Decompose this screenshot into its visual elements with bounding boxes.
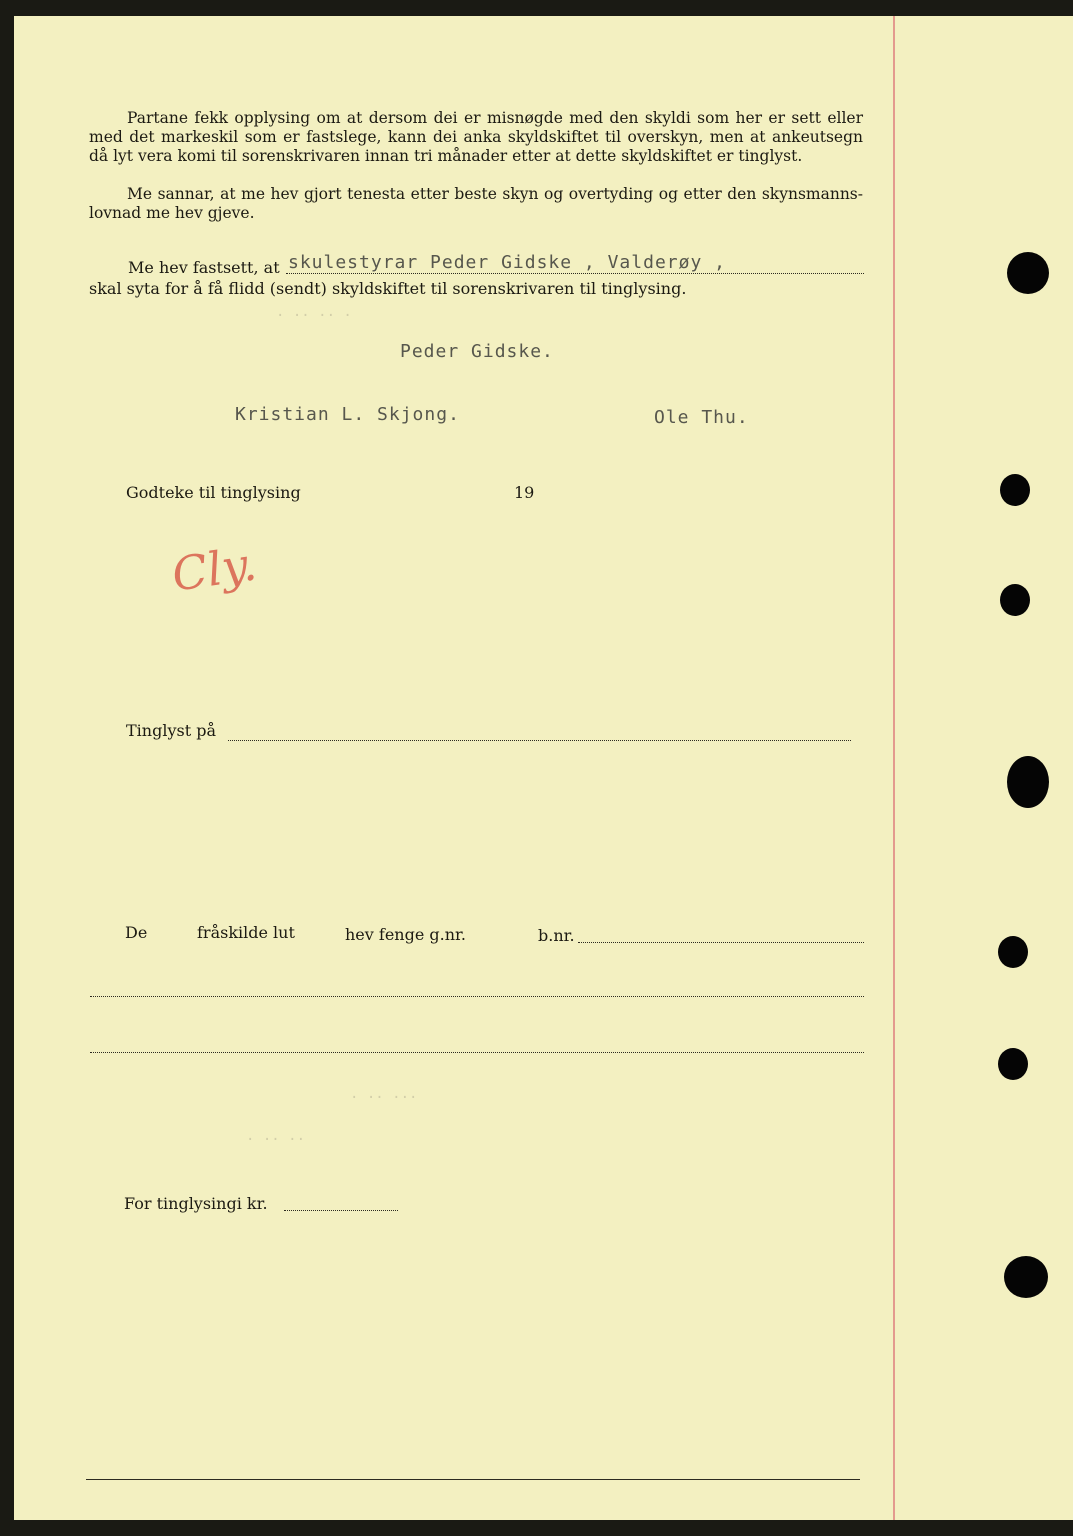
punch-hole: [1000, 474, 1030, 506]
fee-label: For tinglysingi kr.: [124, 1194, 268, 1213]
lot-word-gnr: hev fenge g.nr.: [345, 925, 466, 944]
punch-hole: [1000, 584, 1030, 616]
lot-word-de: De: [125, 923, 148, 942]
punch-hole: [998, 936, 1028, 968]
fastsett-value: skulestyrar Peder Gidske , Valderøy ,: [288, 252, 726, 273]
handwritten-initials: Cly.: [168, 536, 260, 602]
lot-dotted-line-2: [90, 1052, 864, 1053]
appeal-paragraph: Partane fekk opplysing om at dersom dei er misnøgde med den skyldi som her er sett eller med det markeskil som er fastslege, kann dei anka skyldskiftet til overskyn, men at ankeutsegn då lyt vera komi til sorenskrivaren innan tri månader etter at dette skyldskiftet er tinglyst.: [89, 109, 863, 165]
punch-hole: [1007, 756, 1049, 808]
lot-dotted-line-1: [90, 996, 864, 997]
punch-hole: [1007, 252, 1049, 294]
tinglyst-label: Tinglyst på: [126, 721, 216, 740]
signature-second: Kristian L. Skjong.: [235, 404, 460, 425]
signature-third: Ole Thu.: [654, 407, 749, 428]
bnr-dotted-line: [578, 942, 864, 943]
lot-bnr-label: b.nr.: [538, 926, 575, 945]
bleedthrough-mark: · ·· ·· ·: [276, 308, 352, 324]
lot-word-fraskilde: fråskilde lut: [197, 923, 295, 942]
fastsett-label: Me hev fastsett, at: [128, 258, 280, 277]
fastsett-dotted-line: [286, 273, 864, 274]
approval-label: Godteke til tinglysing: [126, 483, 301, 502]
signature-first: Peder Gidske.: [400, 341, 554, 362]
fee-dotted-line: [284, 1210, 398, 1211]
form-page: [14, 16, 1073, 1520]
punch-hole: [1004, 1256, 1048, 1298]
punch-hole: [998, 1048, 1028, 1080]
bottom-rule: [86, 1479, 860, 1480]
approval-year: 19: [514, 483, 535, 502]
margin-line: [893, 16, 895, 1520]
oath-paragraph: Me sannar, at me hev gjort tenesta etter beste skyn og overtyding og etter den skynsmanns-lovnad me hev gjeve.: [89, 185, 863, 222]
bleedthrough-mark: · ·· ··: [246, 1132, 306, 1148]
tinglyst-dotted-line: [228, 740, 851, 741]
bleedthrough-mark: · ·· ···: [350, 1090, 418, 1106]
fastsett-continuation: skal syta for å få flidd (sendt) skyldskiftet til sorenskrivaren til tinglysing.: [89, 279, 687, 298]
